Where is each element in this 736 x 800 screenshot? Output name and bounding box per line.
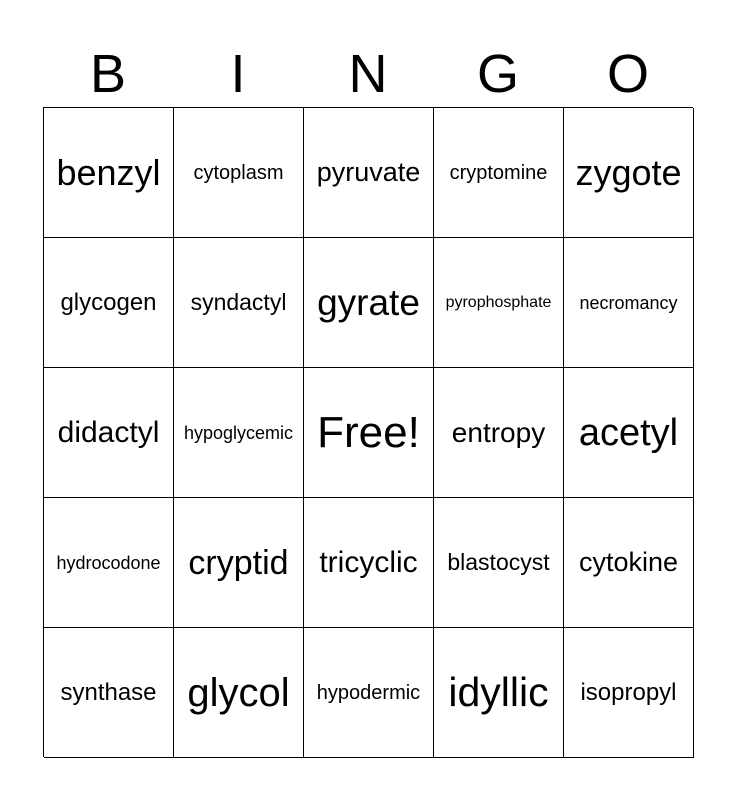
bingo-cell-r3-c5[interactable]: acetyl	[564, 368, 694, 498]
bingo-cell-r4-c5[interactable]: cytokine	[564, 498, 694, 628]
bingo-cell-r5-c2[interactable]: glycol	[174, 628, 304, 758]
bingo-cell-r4-c1[interactable]: hydrocodone	[44, 498, 174, 628]
bingo-cell-r3-c2[interactable]: hypoglycemic	[174, 368, 304, 498]
bingo-cell-r5-c4[interactable]: idyllic	[434, 628, 564, 758]
bingo-cell-r5-c1[interactable]: synthase	[44, 628, 174, 758]
bingo-cell-r3-c4[interactable]: entropy	[434, 368, 564, 498]
bingo-cell-r1-c5[interactable]: zygote	[564, 108, 694, 238]
bingo-cell-r1-c3[interactable]: pyruvate	[304, 108, 434, 238]
bingo-cell-r4-c4[interactable]: blastocyst	[434, 498, 564, 628]
header-letter-o: O	[606, 44, 649, 104]
bingo-cell-r5-c3[interactable]: hypodermic	[304, 628, 434, 758]
bingo-cell-r2-c1[interactable]: glycogen	[44, 238, 174, 368]
bingo-cell-r4-c2[interactable]: cryptid	[174, 498, 304, 628]
free-space-cell[interactable]: Free!	[304, 368, 434, 498]
header-letter-i: I	[230, 44, 246, 104]
bingo-cell-r2-c2[interactable]: syndactyl	[174, 238, 304, 368]
header-letter-n: N	[348, 44, 388, 104]
bingo-cell-r2-c3[interactable]: gyrate	[304, 238, 434, 368]
bingo-header	[43, 40, 693, 108]
bingo-cell-r1-c1[interactable]: benzyl	[44, 108, 174, 238]
bingo-cell-r5-c5[interactable]: isopropyl	[564, 628, 694, 758]
header-letter-b: B	[89, 44, 127, 104]
bingo-cell-r1-c2[interactable]: cytoplasm	[174, 108, 304, 238]
bingo-board	[43, 107, 693, 757]
bingo-cell-r4-c3[interactable]: tricyclic	[304, 498, 434, 628]
bingo-cell-r1-c4[interactable]: cryptomine	[434, 108, 564, 238]
bingo-cell-r3-c1[interactable]: didactyl	[44, 368, 174, 498]
bingo-cell-r2-c5[interactable]: necromancy	[564, 238, 694, 368]
bingo-cell-r2-c4[interactable]: pyrophosphate	[434, 238, 564, 368]
header-letter-g: G	[476, 44, 519, 104]
